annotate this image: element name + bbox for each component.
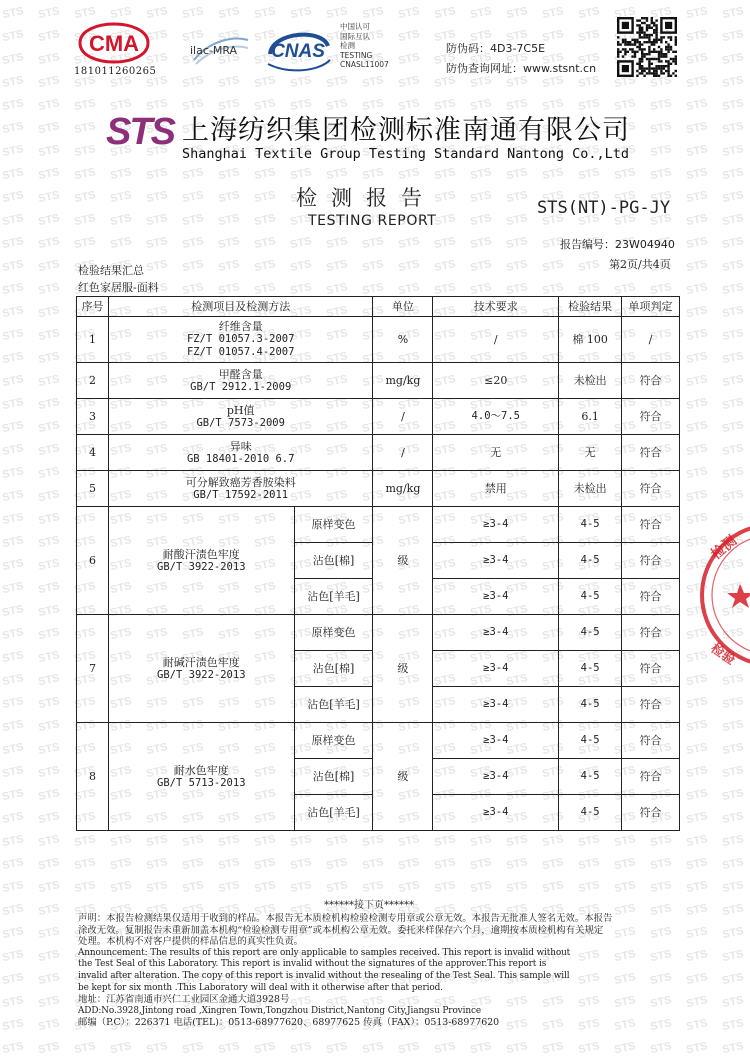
row-requirement: ≥3-4 (433, 795, 559, 831)
row-requirement: ≥3-4 (433, 543, 559, 579)
item-method: GB/T 17592-2011 (193, 488, 289, 501)
row-item (108, 435, 373, 471)
table-row (77, 723, 680, 759)
qr-finder-square (661, 18, 675, 32)
sts-company-logo (104, 108, 176, 152)
row-judgement: 符合 (622, 687, 680, 723)
row-result: 4-5 (559, 543, 622, 579)
header-requirement: 技术要求 (433, 297, 559, 317)
row-judgement: 符合 (622, 579, 680, 615)
item-name: 耐水色牢度 (173, 763, 229, 777)
header-unit: 单位 (373, 297, 433, 317)
row-result: 无 (559, 435, 622, 471)
sub-item-name: 原样变色 (294, 723, 373, 759)
anti-counterfeit-url: 防伪查询网址：www.stsnt.cn (446, 62, 597, 75)
row-result: 4-5 (559, 795, 622, 831)
row-requirement: 无 (433, 435, 559, 471)
anti-counterfeit-code: 防伪码：4D3-7C5E (446, 42, 546, 55)
contact-info: 邮编（P.C）：226371 电话(TEL)：0513-68977620、68977625 传真（FAX）：0513-68977620 (78, 1017, 500, 1029)
qr-finder-square (618, 18, 632, 32)
item-method: GB/T 3922-2013 (157, 560, 246, 573)
row-requirement: 禁用 (433, 471, 559, 507)
sts-logo-text: STS (106, 111, 174, 152)
cma-logo (78, 22, 150, 64)
statement-line: 声明：本报告检测结果仅适用于收到的样品。本报告无本质检机构检验检测专用章或公章无效。本报告无批准人签名无效。本报告 (78, 913, 613, 924)
item-method: FZ/T 01057.4-2007 (186, 346, 295, 358)
sample-name: 红色家居服-面料 (78, 281, 159, 294)
row-item (108, 615, 294, 723)
sub-item-name: 原样变色 (294, 615, 373, 651)
row-unit: 级 (373, 507, 433, 615)
table-header-row (77, 297, 680, 317)
row-result: 4-5 (559, 687, 622, 723)
row-result: 6.1 (559, 399, 622, 435)
row-requirement: ≥3-4 (433, 723, 559, 759)
inspection-seal (696, 520, 750, 670)
row-result: 棉 100 (559, 317, 622, 363)
header-no: 序号 (77, 297, 109, 317)
row-item (108, 399, 373, 435)
item-method: GB/T 5713-2013 (157, 776, 246, 789)
summary-label: 检验结果汇总 (78, 264, 144, 277)
report-title-en: TESTING REPORT (308, 213, 437, 229)
sub-item-name: 沾色[棉] (294, 759, 373, 795)
qr-finder-square (618, 61, 632, 75)
row-item (108, 363, 373, 399)
ilac-mra-text: ilac-MRA (190, 44, 238, 57)
address-cn: 地址：江苏省南通市兴仁工业园区金通大道3928号 (78, 994, 290, 1006)
page-indicator: 第2页/共4页 (609, 258, 671, 271)
row-item (108, 317, 373, 363)
table-row (77, 317, 680, 363)
row-result: 4-5 (559, 759, 622, 795)
announcement-line: invalid after alteration. The copy of this report is invalid without the resealing of the Test Seal. This sample will (78, 970, 570, 981)
company-name-en: Shanghai Textile Group Testing Standard Nantong Co.,Ltd (182, 146, 630, 162)
cnas-logo (262, 24, 334, 76)
row-result: 4-5 (559, 579, 622, 615)
row-requirement: ≥3-4 (433, 759, 559, 795)
table-row (77, 363, 680, 399)
item-name: 甲醛含量 (218, 367, 263, 381)
row-judgement: 符合 (622, 543, 680, 579)
item-name: 异味 (229, 439, 252, 453)
row-requirement: ≥3-4 (433, 507, 559, 543)
continued-next-page: ******接下页****** (324, 900, 414, 911)
row-requirement: ≥3-4 (433, 579, 559, 615)
row-unit: 级 (373, 615, 433, 723)
row-unit: / (373, 399, 433, 435)
row-judgement: 符合 (622, 435, 680, 471)
row-item (108, 471, 373, 507)
cma-logo-text: CMA (88, 31, 140, 56)
row-item (108, 723, 294, 831)
row-judgement: / (622, 317, 680, 363)
header-item: 检测项目及检测方法 (108, 297, 373, 317)
row-no: 8 (77, 723, 109, 831)
row-unit: mg/kg (373, 471, 433, 507)
row-requirement: ≥3-4 (433, 651, 559, 687)
item-name: 可分解致癌芳香胺染料 (185, 475, 296, 489)
sub-item-name: 沾色[棉] (294, 543, 373, 579)
table-row (77, 507, 680, 543)
row-requirement: ≥3-4 (433, 687, 559, 723)
item-method: GB/T 7573-2009 (196, 416, 285, 429)
row-unit: % (373, 317, 433, 363)
row-unit: / (373, 435, 433, 471)
cnas-logo-text: CNAS (271, 41, 325, 62)
row-requirement: / (433, 317, 559, 363)
sub-item-name: 沾色[棉] (294, 651, 373, 687)
sub-item-name: 原样变色 (294, 507, 373, 543)
row-judgement: 符合 (622, 399, 680, 435)
row-no: 3 (77, 399, 109, 435)
qr-code-icon (617, 17, 677, 77)
item-method: GB 18401-2010 6.7 (186, 452, 295, 465)
header-judgement: 单项判定 (622, 297, 680, 317)
row-no: 7 (77, 615, 109, 723)
row-judgement: 符合 (622, 651, 680, 687)
cma-number: 181011260265 (74, 66, 157, 77)
announcement-line: Announcement: The results of this report are only applicable to samples received. This report is invalid without (78, 947, 571, 958)
row-no: 2 (77, 363, 109, 399)
svg-text:检验: 检验 (707, 640, 738, 669)
svg-text:检测: 检测 (708, 532, 741, 564)
item-name: pH值 (226, 403, 255, 417)
report-title-cn: 检测报告 (296, 186, 436, 210)
item-method: GB/T 3922-2013 (157, 668, 246, 681)
row-judgement: 符合 (622, 759, 680, 795)
item-name: 纤维含量 (218, 320, 263, 333)
table-row (77, 435, 680, 471)
row-result: 4-5 (559, 651, 622, 687)
statement-line: 处理。本机构不对客户提供的样品信息的真实性负责。 (78, 936, 304, 948)
company-name-cn: 上海纺织集团检测标准南通有限公司 (182, 115, 630, 146)
row-requirement: 4.0～7.5 (433, 399, 559, 435)
item-name: 耐酸汗渍色牢度 (162, 547, 240, 561)
row-no: 5 (77, 471, 109, 507)
table-row (77, 615, 680, 651)
announcement-line: be kept for six month .This Laboratory will deal with it otherwise after that period. (78, 982, 443, 993)
row-requirement: ≥3-4 (433, 615, 559, 651)
item-method: FZ/T 01057.3-2007 (186, 333, 295, 345)
address-en: ADD:No.3928,Jintong road ,Xingren Town,Tongzhou District,Nantong City,Jiangsu Province (78, 1005, 481, 1016)
row-no: 6 (77, 507, 109, 615)
row-judgement: 符合 (622, 471, 680, 507)
sub-item-name: 沾色[羊毛] (294, 687, 373, 723)
sub-item-name: 沾色[羊毛] (294, 795, 373, 831)
table-row (77, 471, 680, 507)
row-no: 4 (77, 435, 109, 471)
results-table (76, 296, 680, 831)
row-no: 1 (77, 317, 109, 363)
row-judgement: 符合 (622, 723, 680, 759)
row-requirement: ≤20 (433, 363, 559, 399)
row-result: 4-5 (559, 615, 622, 651)
row-unit: 级 (373, 723, 433, 831)
row-judgement: 符合 (622, 615, 680, 651)
item-method: GB/T 2912.1-2009 (190, 380, 292, 393)
row-unit: mg/kg (373, 363, 433, 399)
row-judgement: 符合 (622, 363, 680, 399)
header-result: 检验结果 (559, 297, 622, 317)
row-item (108, 507, 294, 615)
row-result: 未检出 (559, 471, 622, 507)
row-judgement: 符合 (622, 795, 680, 831)
row-result: 未检出 (559, 363, 622, 399)
announcement-line: the Test Seal of this Laboratory. This report is invalid without the signatures of the approver.This report is (78, 959, 547, 970)
report-form-code: STS(NT)-PG-JY (537, 198, 671, 218)
cnas-accreditation-text: 中国认可 国际互认 检测 TESTING CNASL11007 (340, 22, 389, 70)
statement-line: 涂改无效。复制报告未重新加盖本机构“检验检测专用章”或本机构公章无效。委托来样保存六个月，逾期按本质检机构有关规定 (78, 924, 604, 936)
table-row (77, 399, 680, 435)
sub-item-name: 沾色[羊毛] (294, 579, 373, 615)
item-name: 耐碱汗渍色牢度 (162, 655, 240, 669)
row-result: 4-5 (559, 507, 622, 543)
footer-statement (78, 913, 678, 1029)
row-result: 4-5 (559, 723, 622, 759)
report-number: 报告编号：23W04940 (560, 238, 675, 251)
row-judgement: 符合 (622, 507, 680, 543)
